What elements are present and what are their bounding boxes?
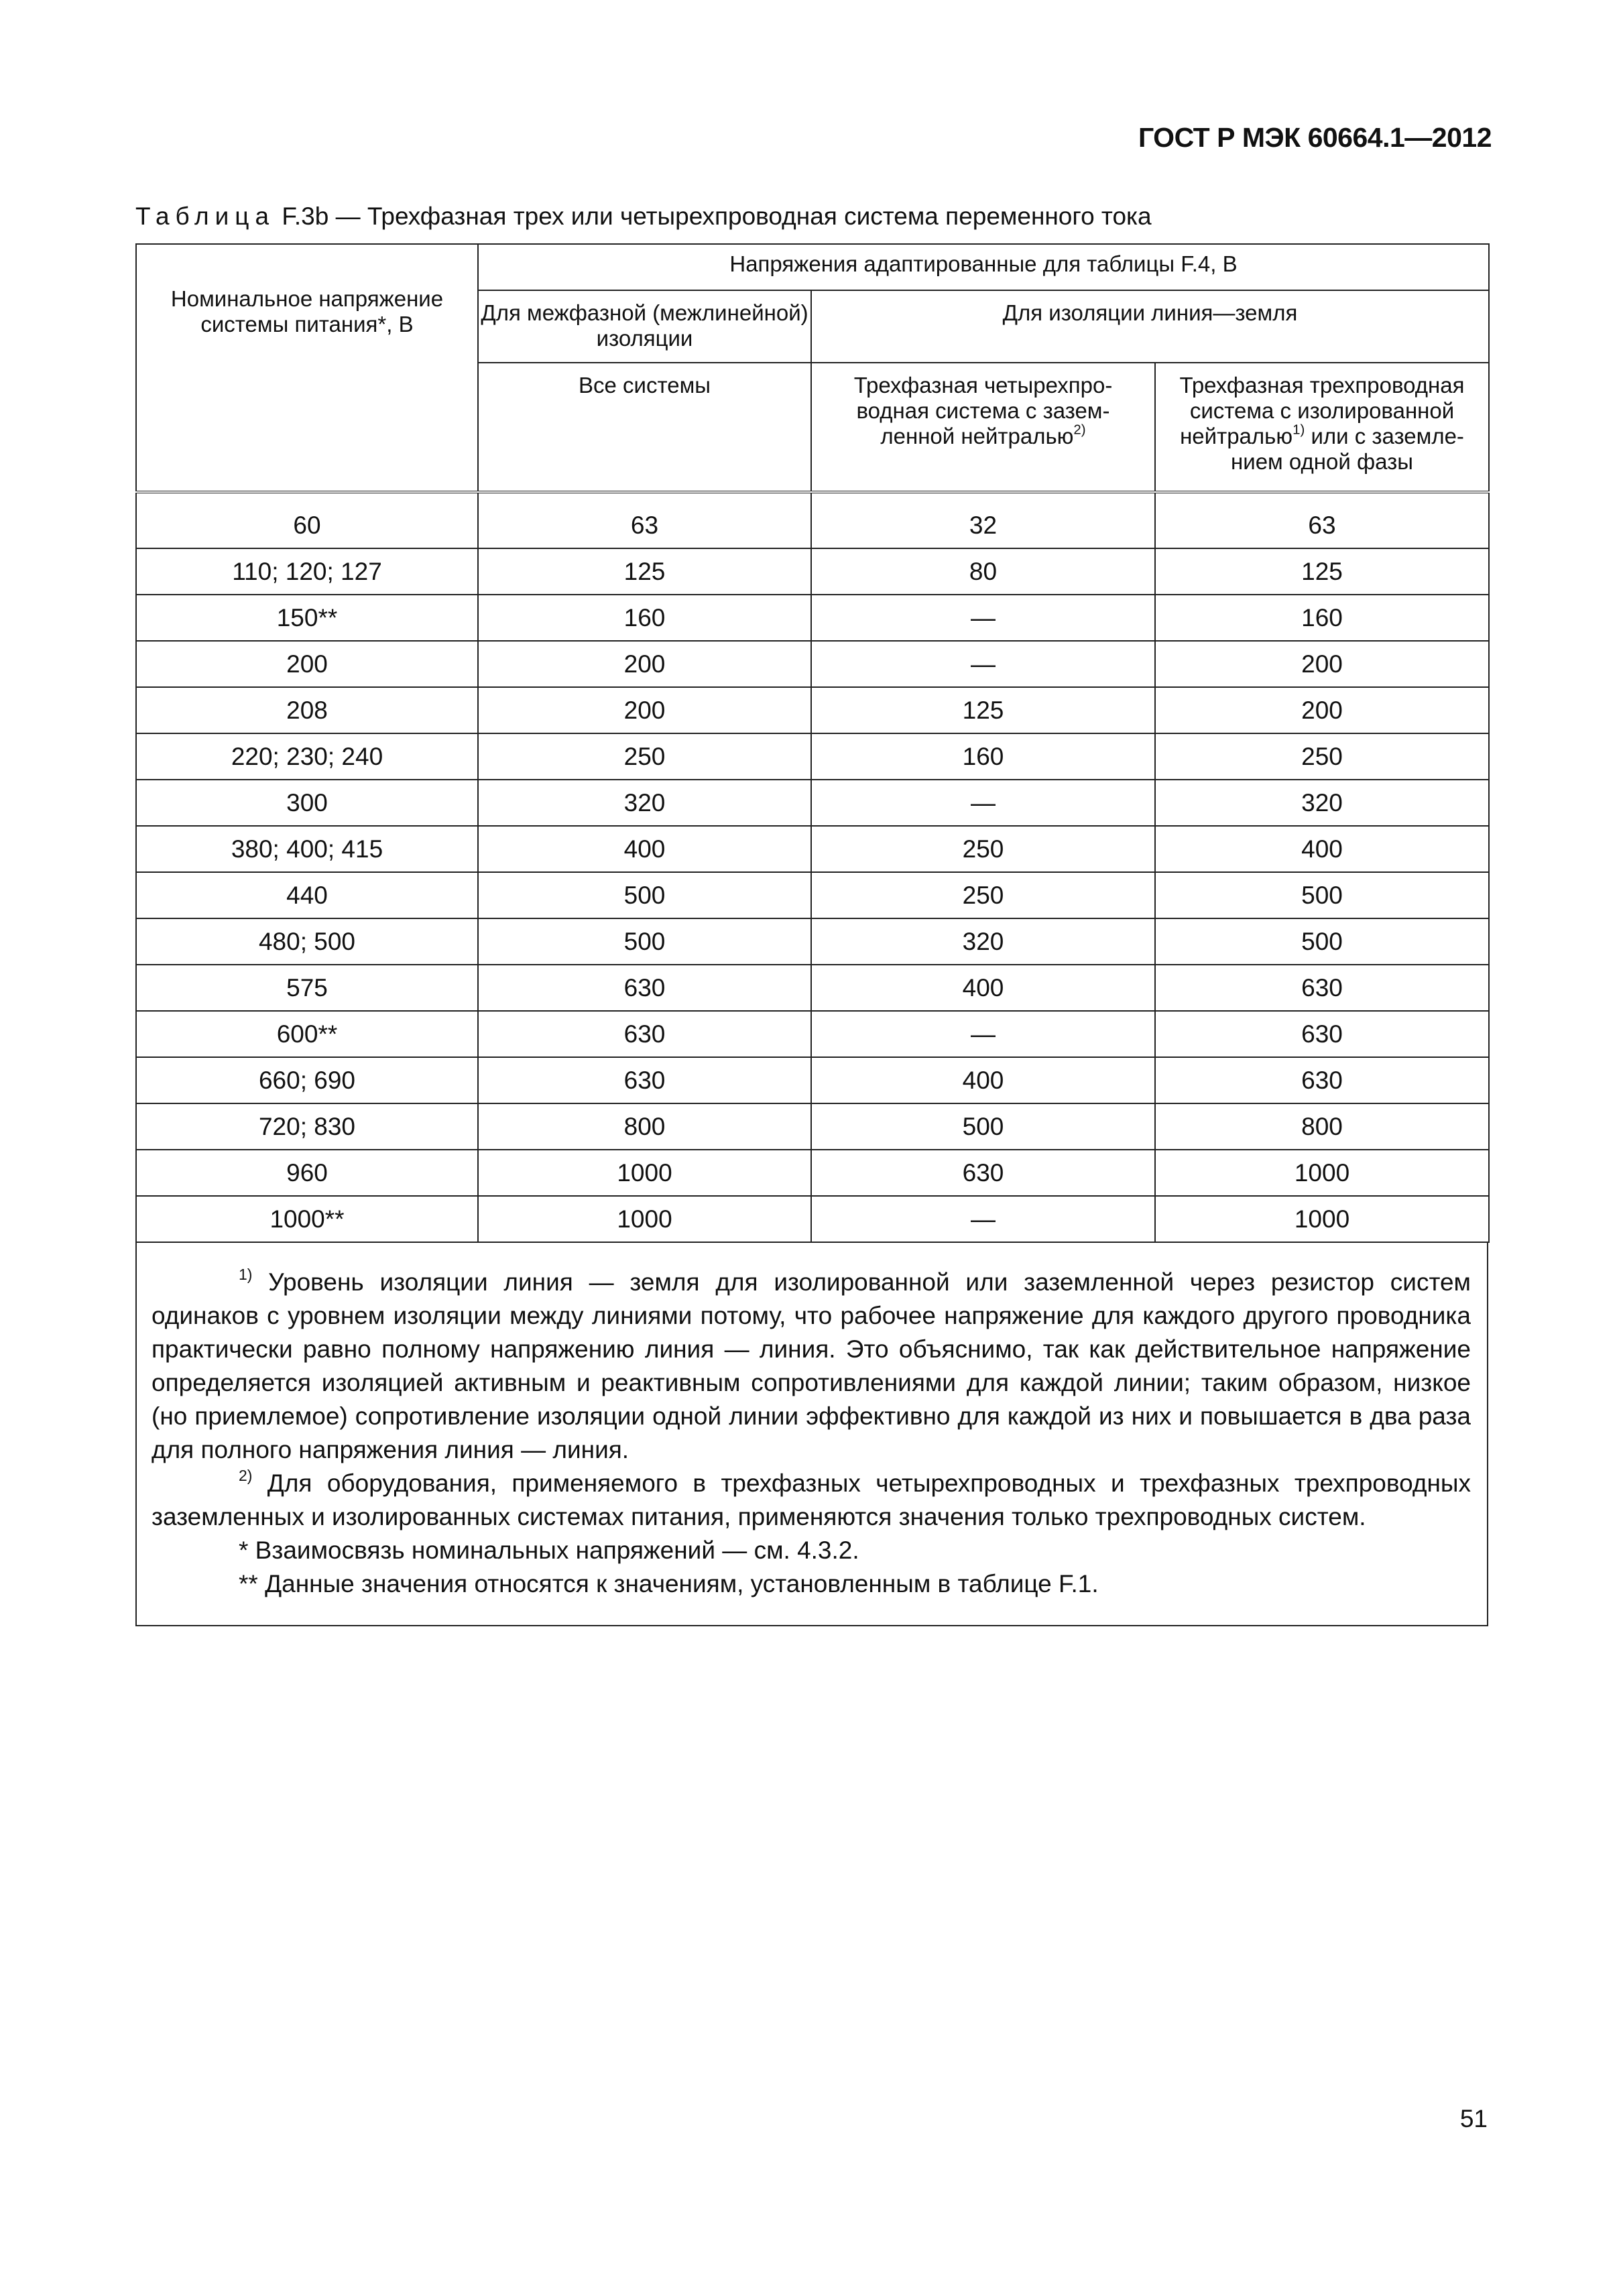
table-cell: 500 <box>478 872 811 918</box>
table-cell: 320 <box>811 918 1155 965</box>
table-cell: 208 <box>136 687 478 733</box>
table-cell: 63 <box>1155 503 1489 548</box>
table-row <box>136 1103 1489 1150</box>
table-row <box>136 780 1489 826</box>
table-row <box>136 872 1489 918</box>
table-cell: 125 <box>1155 548 1489 595</box>
table-row <box>136 1196 1489 1242</box>
table-row <box>136 687 1489 733</box>
table-cell: 150** <box>136 595 478 641</box>
table-cell: 63 <box>478 503 811 548</box>
note-4: ** Данные значения относятся к значениям, установленным в таблице F.1. <box>239 1570 1099 1597</box>
table-row <box>136 918 1489 965</box>
table-cell: 500 <box>1155 872 1489 918</box>
table-cell: — <box>811 780 1155 826</box>
table-cell: 250 <box>811 872 1155 918</box>
note-2: $^{2)}$ Для оборудования, применяемого в трехфазных четырехпроводных и трехфазных трехпроводных заземленных и изолированных системах питания, применяются значения только трехпроводных систем. <box>152 1466 1471 1530</box>
table-cell: 250 <box>478 733 811 780</box>
table-cell: 400 <box>1155 826 1489 872</box>
table-cell: 250 <box>811 826 1155 872</box>
table-cell: 32 <box>811 503 1155 548</box>
table-cell: 60 <box>136 503 478 548</box>
table-cell: 320 <box>478 780 811 826</box>
table-cell: 630 <box>811 1150 1155 1196</box>
table-cell: 200 <box>1155 641 1489 687</box>
table-cell: 160 <box>811 733 1155 780</box>
table-cell: 400 <box>811 965 1155 1011</box>
table-row <box>136 826 1489 872</box>
table-notes <box>135 1243 1488 1626</box>
table-cell: 630 <box>478 1057 811 1103</box>
header-nominal-voltage: Номинальное напряжение системы питания*, В <box>136 244 478 492</box>
table-cell: 630 <box>1155 965 1489 1011</box>
table-cell: 400 <box>478 826 811 872</box>
document-header: ГОСТ Р МЭК 60664.1—2012 <box>1138 122 1492 153</box>
table-cell: 500 <box>811 1103 1155 1150</box>
table-cell: 300 <box>136 780 478 826</box>
table-cell: 440 <box>136 872 478 918</box>
table-cell: 1000 <box>1155 1150 1489 1196</box>
table-cell: 160 <box>478 595 811 641</box>
header-all-systems: Все системы <box>478 363 811 492</box>
table-cell: 630 <box>478 1011 811 1057</box>
table-cell: — <box>811 641 1155 687</box>
table-cell: 1000** <box>136 1196 478 1242</box>
table-row <box>136 733 1489 780</box>
table-cell: — <box>811 595 1155 641</box>
table-cell: 250 <box>1155 733 1489 780</box>
caption-label: Таблица <box>135 202 276 230</box>
table-cell: 220; 230; 240 <box>136 733 478 780</box>
table-row <box>136 1150 1489 1196</box>
table-row <box>136 548 1489 595</box>
page-number: 51 <box>1459 2105 1488 2132</box>
header-ground-insulation: Для изоляции линия—земля <box>811 290 1489 363</box>
table-cell: 200 <box>478 687 811 733</box>
header-four-wire: Трехфазная четырехпро-водная система с зазем-ленной нейтралью$^{2)}$ <box>811 363 1155 492</box>
table-cell: 125 <box>478 548 811 595</box>
table-cell: 110; 120; 127 <box>136 548 478 595</box>
voltage-table-block <box>135 243 1488 1626</box>
note-1: $^{1)}$ Уровень изоляции линия — земля для изолированной или заземленной через резистор систем одинаков с уровнем изоляции между линиями потому, что рабочее напряжение для каждого другого проводника практически равно полному напряжению линия — линия. Это объяснимо, так как действительное напряжение определяется изоляцией активным и реактивным сопротивлениями для каждой линии; таким образом, низкое (но приемлемое) сопротивление изоляции одной линии эффективно для каждой из них и повышается в два раза для полного напряжения линия — линия. <box>152 1265 1471 1463</box>
table-row <box>136 595 1489 641</box>
table-cell: 1000 <box>478 1150 811 1196</box>
table-cell: 200 <box>478 641 811 687</box>
table-cell: 400 <box>811 1057 1155 1103</box>
table-caption <box>135 202 1152 231</box>
table-cell: 500 <box>478 918 811 965</box>
table-cell: 1000 <box>478 1196 811 1242</box>
table-row <box>136 641 1489 687</box>
table-cell: 500 <box>1155 918 1489 965</box>
header-separator <box>136 492 1489 503</box>
header-three-wire: Трехфазная трехпроводная система с изолированной нейтралью$^{1)}$ или с заземле-нием одной фазы <box>1155 363 1489 492</box>
table-cell: 960 <box>136 1150 478 1196</box>
note-3: * Взаимосвязь номинальных напряжений — см. 4.3.2. <box>239 1536 859 1564</box>
table-row <box>136 1011 1489 1057</box>
table-row <box>136 503 1489 548</box>
table-cell: 630 <box>478 965 811 1011</box>
table-cell: 720; 830 <box>136 1103 478 1150</box>
table-cell: — <box>811 1196 1155 1242</box>
table-cell: 200 <box>1155 687 1489 733</box>
table-row <box>136 965 1489 1011</box>
table-cell: 125 <box>811 687 1155 733</box>
table-cell: 200 <box>136 641 478 687</box>
header-adapted-voltages: Напряжения адаптированные для таблицы F.4, В <box>478 244 1489 290</box>
table-cell: 600** <box>136 1011 478 1057</box>
table-cell: 800 <box>1155 1103 1489 1150</box>
table-cell: 575 <box>136 965 478 1011</box>
table-cell: 380; 400; 415 <box>136 826 478 872</box>
voltage-table <box>135 243 1490 1243</box>
table-cell: 800 <box>478 1103 811 1150</box>
table-row <box>136 1057 1489 1103</box>
table-cell: 1000 <box>1155 1196 1489 1242</box>
table-cell: 660; 690 <box>136 1057 478 1103</box>
table-cell: — <box>811 1011 1155 1057</box>
table-cell: 630 <box>1155 1011 1489 1057</box>
caption-text: F.3b — Трехфазная трех или четырехпроводная система переменного тока <box>275 202 1152 230</box>
table-cell: 480; 500 <box>136 918 478 965</box>
header-phase-insulation: Для межфазной (межлинейной) изоляции <box>478 290 811 363</box>
table-cell: 320 <box>1155 780 1489 826</box>
table-cell: 160 <box>1155 595 1489 641</box>
table-cell: 80 <box>811 548 1155 595</box>
table-cell: 630 <box>1155 1057 1489 1103</box>
